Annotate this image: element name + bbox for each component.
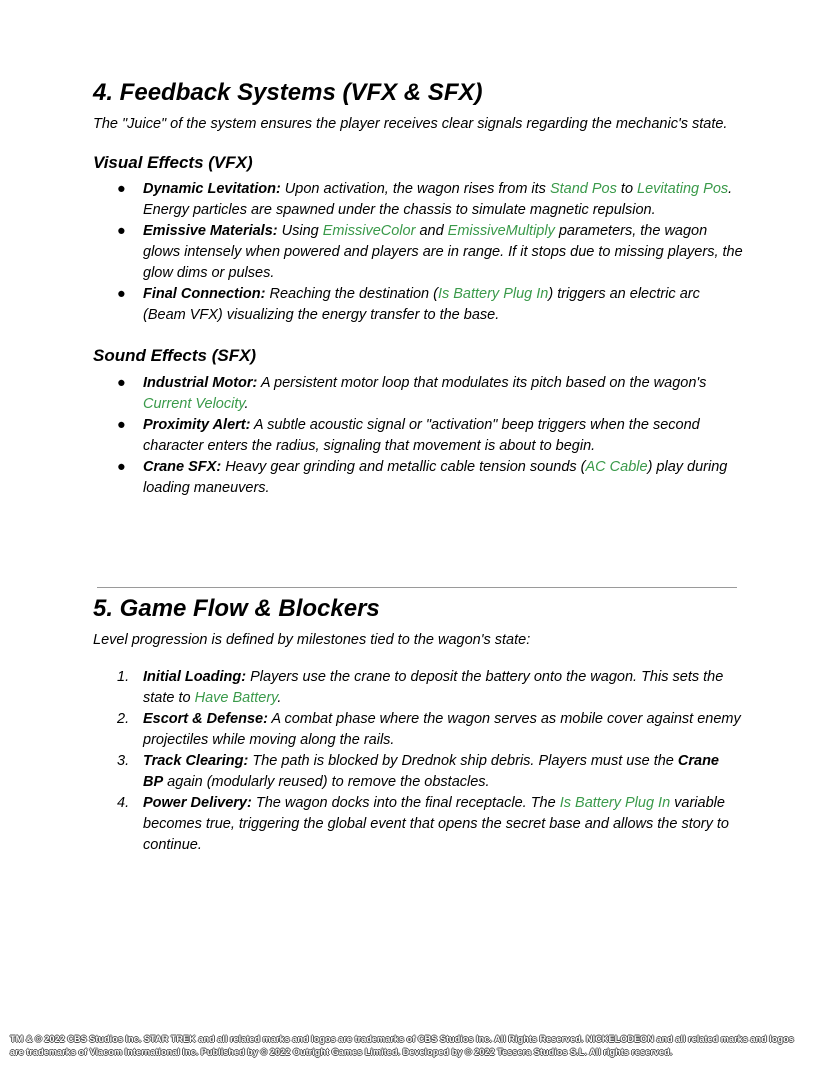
var-is-battery-plug-in: Is Battery Plug In: [437, 286, 549, 302]
section-4-intro: The "Juice" of the system ensures the player receives clear signals regarding the mechanic's state.: [93, 116, 728, 132]
sfx-heading: Sound Effects (SFX): [93, 346, 257, 365]
list-item: 3. Track Clearing: The path is blocked by Drednok ship debris. Players must use the Crane BP again (modularly reused) to remove the obstacles.: [117, 753, 719, 790]
list-number: 1.: [117, 669, 130, 685]
var-stand-pos: Stand Pos: [549, 181, 617, 197]
list-item: 1. Initial Loading: Players use the crane to deposit the battery onto the wagon. This sets the state to Have Battery.: [117, 669, 724, 706]
bullet-icon: ●: [117, 181, 126, 197]
var-emissive-multiply: EmissiveMultiply: [447, 223, 555, 239]
section-4-title: 4. Feedback Systems (VFX & SFX): [93, 79, 483, 106]
sfx-list: [93, 373, 743, 499]
section-game-flow: [93, 594, 743, 856]
list-number: 3.: [117, 753, 130, 769]
list-item: ● Final Connection: Reaching the destination (Is Battery Plug In) triggers an electric arc (Beam VFX) visualizing the energy transfer to the base.: [117, 286, 700, 323]
legal-footer: TM & © 2022 CBS Studios Inc. STAR TREK and all related marks and logos are trademarks of CBS Studios Inc. All Rights Reserved. NICKELODEON and all related marks and logos are trademarks of Viacom International Inc. Published by © 2022 Outright Games Limited. Developed by © 2022 Tessera Studios S.L. All rights reserved.: [10, 1034, 794, 1057]
var-is-battery-plug-in: Is Battery Plug In: [559, 795, 671, 811]
var-ac-cable: AC Cable: [585, 459, 648, 475]
bullet-icon: ●: [117, 286, 126, 302]
vfx-list: [93, 179, 743, 326]
list-item: 2. Escort & Defense: A combat phase where the wagon serves as mobile cover against enemy projectiles while moving along the rails.: [117, 711, 741, 748]
bullet-icon: ●: [117, 223, 126, 239]
list-item: ● Emissive Materials: Using EmissiveColor and EmissiveMultiply parameters, the wagon glows intensely when powered and players are in range. If it stops due to missing players, the glow dims or pulses.: [117, 223, 743, 281]
section-5-intro: Level progression is defined by milestones tied to the wagon's state:: [93, 632, 531, 648]
bullet-icon: ●: [117, 417, 126, 433]
list-number: 2.: [117, 711, 130, 727]
bullet-icon: ●: [117, 375, 126, 391]
vfx-heading: Visual Effects (VFX): [93, 153, 253, 172]
list-number: 4.: [117, 795, 130, 811]
var-levitating-pos: Levitating Pos: [637, 181, 729, 197]
list-item: ● Proximity Alert: A subtle acoustic signal or "activation" beep triggers when the second character enters the radius, signaling that movement is about to begin.: [117, 417, 700, 454]
var-have-battery: Have Battery: [194, 690, 278, 706]
list-item: 4. Power Delivery: The wagon docks into the final receptacle. The Is Battery Plug In variable becomes true, triggering the global event that opens the secret base and allows the story to continue.: [117, 795, 729, 853]
section-5-title: 5. Game Flow & Blockers: [93, 595, 380, 622]
game-flow-list: [93, 667, 743, 856]
bullet-icon: ●: [117, 459, 126, 475]
horizontal-divider: [97, 587, 737, 588]
list-item: ● Dynamic Levitation: Upon activation, the wagon rises from its Stand Pos to Levitating Pos. Energy particles are spawned under the chassis to simulate magnetic repulsion.: [117, 181, 733, 218]
var-emissive-color: EmissiveColor: [322, 223, 416, 239]
var-current-velocity: Current Velocity: [143, 396, 245, 412]
crane-bp: Crane BP: [143, 753, 719, 790]
list-item: ● Crane SFX: Heavy gear grinding and metallic cable tension sounds (AC Cable) play during loading maneuvers.: [117, 459, 728, 496]
section-feedback-systems: [93, 78, 743, 499]
list-item: ● Industrial Motor: A persistent motor loop that modulates its pitch based on the wagon's Current Velocity.: [117, 375, 707, 412]
